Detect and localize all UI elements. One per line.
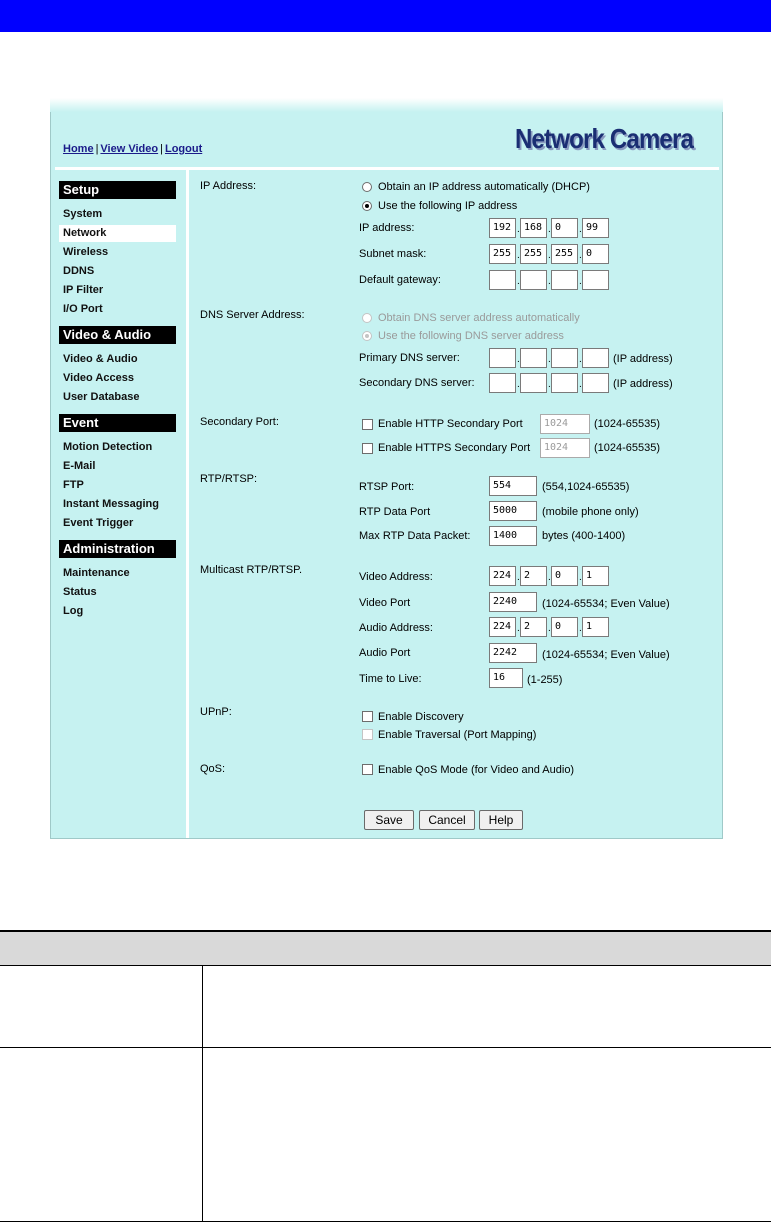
video-address-octet-4[interactable]: 1 <box>582 566 609 586</box>
dns-manual-radio[interactable] <box>362 331 372 341</box>
ip-octet-4[interactable]: 99 <box>582 218 609 238</box>
audio-address-octet-1[interactable]: 224 <box>489 617 516 637</box>
dns-manual-label: Use the following DNS server address <box>378 330 564 342</box>
https-secondary-checkbox[interactable] <box>362 443 373 454</box>
octet-dot: . <box>517 224 520 235</box>
link-separator: | <box>95 143 99 155</box>
sidebar-item-event-trigger[interactable]: Event Trigger <box>63 517 134 529</box>
max-rtp-packet-label: Max RTP Data Packet: <box>359 530 471 542</box>
save-button[interactable]: Save <box>364 810 414 830</box>
table-column-divider <box>202 966 203 1222</box>
octet-dot: . <box>517 572 520 583</box>
octet-dot: . <box>579 276 582 287</box>
table-row-divider <box>0 1047 771 1048</box>
octet-dot: . <box>548 379 551 390</box>
rtp-data-port-hint: (mobile phone only) <box>542 506 639 518</box>
video-address-octet-1[interactable]: 224 <box>489 566 516 586</box>
sidebar-item-user-database[interactable]: User Database <box>63 391 140 403</box>
dns-section-label: DNS Server Address: <box>200 309 305 321</box>
upnp-traversal-label: Enable Traversal (Port Mapping) <box>378 729 537 741</box>
sidebar-item-log[interactable]: Log <box>63 605 84 617</box>
sidebar-item-ip-filter[interactable]: IP Filter <box>63 284 104 296</box>
video-address-label: Video Address: <box>359 571 433 583</box>
http-secondary-range: (1024-65535) <box>594 418 661 430</box>
sidebar-item-wireless[interactable]: Wireless <box>63 246 109 258</box>
sidebar-item-ddns[interactable]: DDNS <box>63 265 95 277</box>
help-button[interactable]: Help <box>479 810 523 830</box>
sidebar-item-instant-messaging[interactable]: Instant Messaging <box>63 498 159 510</box>
secondary-dns-octet-3[interactable] <box>551 373 578 393</box>
menu-heading-video-audio: Video & Audio <box>59 326 176 344</box>
sidebar-item-video-access[interactable]: Video Access <box>63 372 134 384</box>
ip-octet-2[interactable]: 168 <box>520 218 547 238</box>
max-rtp-packet-hint: bytes (400-1400) <box>542 530 626 542</box>
multicast-section-label: Multicast RTP/RTSP. <box>200 564 303 576</box>
sidebar-item-network[interactable]: Network <box>59 225 176 242</box>
octet-dot: . <box>517 623 520 634</box>
video-port-hint: (1024-65534; Even Value) <box>542 598 670 610</box>
secondary-dns-label: Secondary DNS server: <box>359 377 475 389</box>
octet-dot: . <box>579 224 582 235</box>
http-secondary-port-input[interactable]: 1024 <box>540 414 590 434</box>
octet-dot: . <box>548 250 551 261</box>
dhcp-radio[interactable] <box>362 182 372 192</box>
audio-address-label: Audio Address: <box>359 622 433 634</box>
menu-heading-administration: Administration <box>59 540 176 558</box>
octet-dot: . <box>548 572 551 583</box>
ip-octet-1[interactable]: 192 <box>489 218 516 238</box>
audio-port-label: Audio Port <box>359 647 411 659</box>
audio-port-input[interactable]: 2242 <box>489 643 537 663</box>
qos-mode-label: Enable QoS Mode (for Video and Audio) <box>378 764 575 776</box>
subnet-mask-label: Subnet mask: <box>359 248 427 260</box>
https-secondary-port-input[interactable]: 1024 <box>540 438 590 458</box>
octet-dot: . <box>579 623 582 634</box>
max-rtp-packet-input[interactable]: 1400 <box>489 526 537 546</box>
dhcp-label: Obtain an IP address automatically (DHCP) <box>378 181 590 193</box>
sidebar-item-ftp[interactable]: FTP <box>63 479 84 491</box>
table-header-row <box>0 930 771 966</box>
view-video-link[interactable]: View Video <box>100 143 159 155</box>
cancel-button[interactable]: Cancel <box>419 810 475 830</box>
video-address-octet-3[interactable]: 0 <box>551 566 578 586</box>
sidebar-item-video-audio[interactable]: Video & Audio <box>63 353 138 365</box>
primary-dns-label: Primary DNS server: <box>359 352 460 364</box>
octet-dot: . <box>548 623 551 634</box>
mask-octet-2[interactable]: 255 <box>520 244 547 264</box>
audio-address-octet-3[interactable]: 0 <box>551 617 578 637</box>
home-link[interactable]: Home <box>63 143 94 155</box>
sidebar-item-io-port[interactable]: I/O Port <box>63 303 103 315</box>
octet-dot: . <box>517 276 520 287</box>
sidebar-divider <box>186 170 189 838</box>
secondary-dns-octet-2[interactable] <box>520 373 547 393</box>
menu-heading-setup: Setup <box>59 181 176 199</box>
audio-address-octet-4[interactable]: 1 <box>582 617 609 637</box>
sidebar-item-maintenance[interactable]: Maintenance <box>63 567 130 579</box>
top-links <box>63 143 202 155</box>
rtsp-port-input[interactable]: 554 <box>489 476 537 496</box>
http-secondary-checkbox[interactable] <box>362 419 373 430</box>
frame-top-fade <box>50 98 723 112</box>
mask-octet-3[interactable]: 255 <box>551 244 578 264</box>
gateway-octet-3[interactable] <box>551 270 578 290</box>
octet-dot: . <box>579 379 582 390</box>
rtsp-port-label: RTSP Port: <box>359 481 415 493</box>
rtp-data-port-label: RTP Data Port <box>359 506 431 518</box>
qos-mode-checkbox[interactable] <box>362 764 373 775</box>
menu-heading-event: Event <box>59 414 176 432</box>
octet-dot: . <box>517 250 520 261</box>
octet-dot: . <box>579 354 582 365</box>
secondary-port-section-label: Secondary Port: <box>200 416 279 428</box>
rtp-data-port-input[interactable]: 5000 <box>489 501 537 521</box>
gateway-octet-4[interactable] <box>582 270 609 290</box>
ttl-label: Time to Live: <box>359 673 422 685</box>
secondary-dns-suffix: (IP address) <box>613 378 673 390</box>
octet-dot: . <box>517 354 520 365</box>
octet-dot: . <box>579 572 582 583</box>
video-address-octet-2[interactable]: 2 <box>520 566 547 586</box>
dns-auto-radio[interactable] <box>362 313 372 323</box>
https-secondary-label: Enable HTTPS Secondary Port <box>378 442 531 454</box>
video-port-input[interactable]: 2240 <box>489 592 537 612</box>
ip-address-section-label: IP Address: <box>200 180 257 192</box>
primary-dns-octet-3[interactable] <box>551 348 578 368</box>
static-ip-radio[interactable] <box>362 201 372 211</box>
primary-dns-octet-1[interactable] <box>489 348 516 368</box>
primary-dns-suffix: (IP address) <box>613 353 673 365</box>
primary-dns-octet-2[interactable] <box>520 348 547 368</box>
octet-dot: . <box>579 250 582 261</box>
static-ip-label: Use the following IP address <box>378 200 518 212</box>
gateway-octet-1[interactable] <box>489 270 516 290</box>
upnp-traversal-checkbox[interactable] <box>362 729 373 740</box>
secondary-dns-octet-4[interactable] <box>582 373 609 393</box>
mask-octet-1[interactable]: 255 <box>489 244 516 264</box>
gateway-octet-2[interactable] <box>520 270 547 290</box>
ip-octet-3[interactable]: 0 <box>551 218 578 238</box>
audio-address-octet-2[interactable]: 2 <box>520 617 547 637</box>
sidebar-item-motion-detection[interactable]: Motion Detection <box>63 441 153 453</box>
upnp-discovery-checkbox[interactable] <box>362 711 373 722</box>
primary-dns-octet-4[interactable] <box>582 348 609 368</box>
video-port-label: Video Port <box>359 597 411 609</box>
octet-dot: . <box>517 379 520 390</box>
qos-section-label: QoS: <box>200 763 226 775</box>
header-divider <box>55 167 719 170</box>
mask-octet-4[interactable]: 0 <box>582 244 609 264</box>
upnp-section-label: UPnP: <box>200 706 232 718</box>
document-header-bar <box>0 0 771 32</box>
ttl-input[interactable]: 16 <box>489 668 523 688</box>
network-camera-logo: Network Camera <box>515 123 694 154</box>
audio-port-hint: (1024-65534; Even Value) <box>542 649 670 661</box>
rtsp-port-hint: (554,1024-65535) <box>542 481 630 493</box>
gateway-label: Default gateway: <box>359 274 441 286</box>
dns-auto-label: Obtain DNS server address automatically <box>378 312 580 324</box>
ip-address-label: IP address: <box>359 222 415 234</box>
octet-dot: . <box>548 224 551 235</box>
upnp-discovery-label: Enable Discovery <box>378 711 464 723</box>
sidebar-item-status[interactable]: Status <box>63 586 97 598</box>
sidebar-item-email[interactable]: E-Mail <box>63 460 96 472</box>
link-separator: | <box>160 143 163 155</box>
ttl-hint: (1-255) <box>527 674 563 686</box>
http-secondary-label: Enable HTTP Secondary Port <box>378 418 523 430</box>
rtp-section-label: RTP/RTSP: <box>200 473 258 485</box>
sidebar-item-system[interactable]: System <box>63 208 103 220</box>
octet-dot: . <box>548 354 551 365</box>
https-secondary-range: (1024-65535) <box>594 442 661 454</box>
logout-link[interactable]: Logout <box>164 143 203 155</box>
secondary-dns-octet-1[interactable] <box>489 373 516 393</box>
octet-dot: . <box>548 276 551 287</box>
